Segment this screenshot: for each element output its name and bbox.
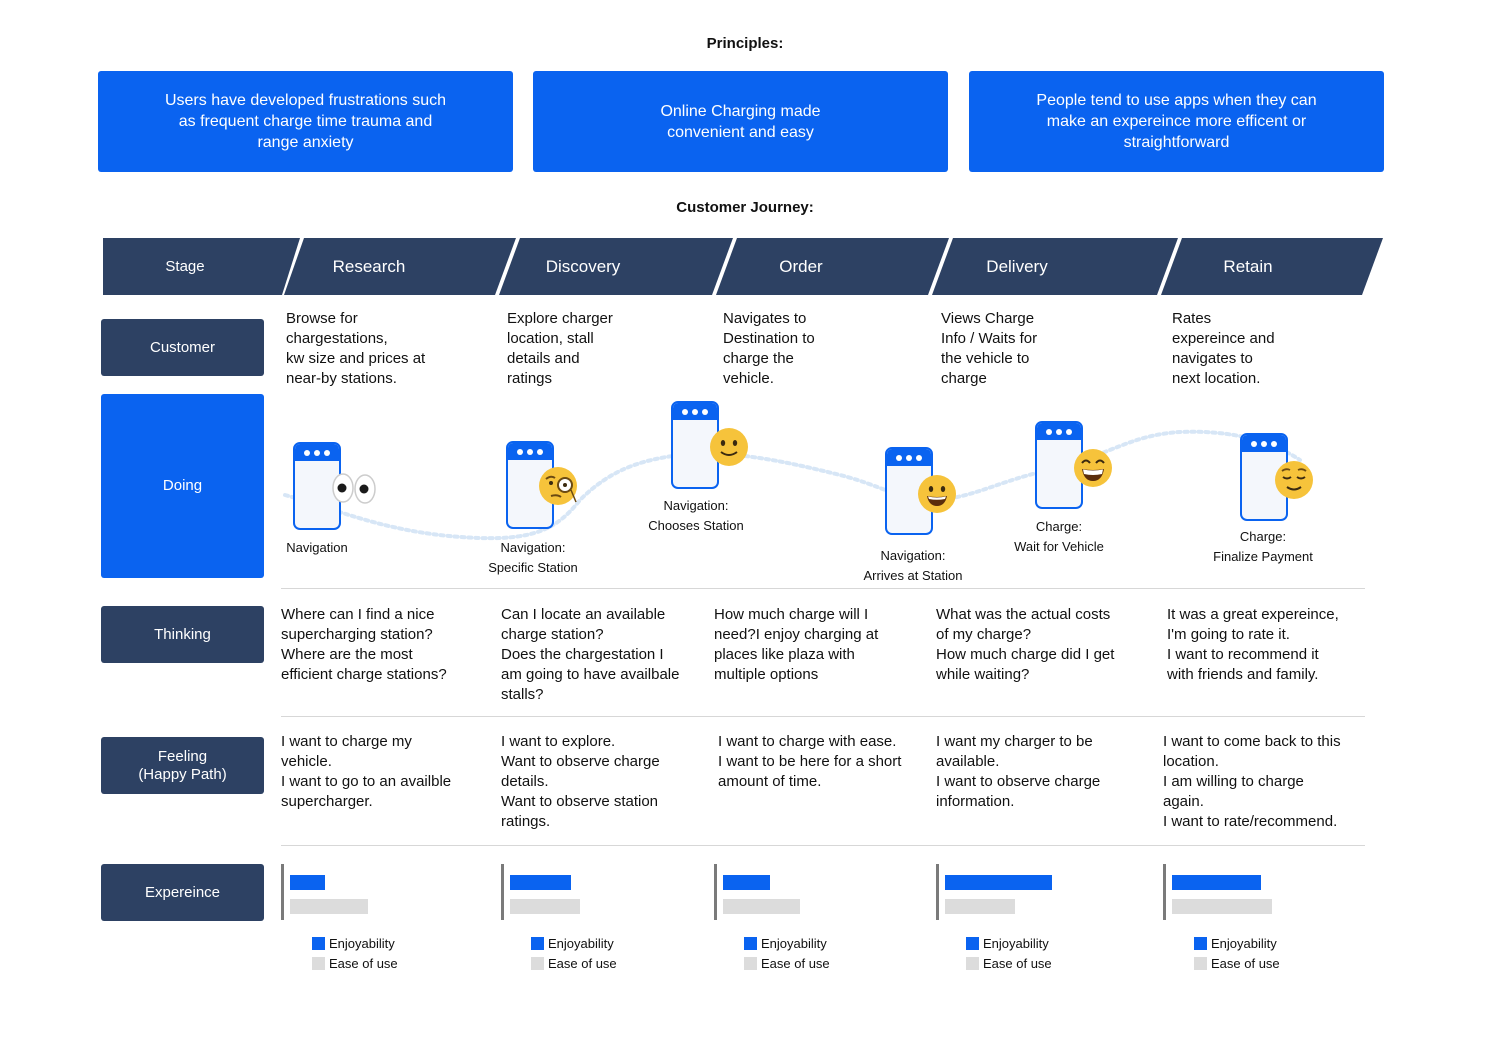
ease-of-use-bar: [723, 899, 800, 914]
legend-ease: Ease of use: [1211, 955, 1280, 971]
legend-enjoyability: Enjoyability: [329, 935, 395, 951]
feeling-delivery: I want my charger to be available. I want to observe charge information.: [936, 733, 1101, 810]
experience-legend: [1194, 933, 1280, 973]
row-divider: [281, 588, 1365, 589]
legend-enjoyability: Enjoyability: [548, 935, 614, 951]
ease-swatch: [1194, 957, 1207, 970]
touchpoint-label: Navigation: [286, 540, 348, 555]
grin-icon: [917, 474, 957, 514]
customer-delivery: Views Charge Info / Waits for the vehicle to charge: [941, 310, 1038, 387]
customer-retain: Rates expereince and navigates to next location.: [1172, 310, 1275, 387]
thinking-retain: It was a great expereince, I'm going to rate it. I want to recommend it with friends and family.: [1167, 606, 1339, 683]
legend-ease: Ease of use: [983, 955, 1052, 971]
row-label-feeling: Feeling (Happy Path): [101, 737, 264, 794]
touchpoint-label: Charge: Finalize Payment: [1213, 529, 1313, 564]
row-divider: [281, 716, 1365, 717]
experience-legend: [966, 933, 1052, 973]
enjoyability-bar: [1172, 875, 1261, 890]
experience-chart: [1163, 864, 1363, 920]
customer-order: Navigates to Destination to charge the vehicle.: [723, 310, 815, 387]
legend-enjoyability: Enjoyability: [1211, 935, 1277, 951]
touchpoint-label: Charge: Wait for Vehicle: [1014, 519, 1104, 554]
eyes-icon: [330, 468, 378, 508]
experience-axis: [501, 864, 504, 920]
row-label-experience: Expereince: [101, 864, 264, 921]
enjoyability-bar: [723, 875, 770, 890]
touchpoint-label: Navigation: Specific Station: [488, 540, 578, 575]
customer-discovery: Explore charger location, stall details and ratings: [507, 310, 613, 387]
thinking-research: Where can I find a nice supercharging station? Where are the most efficient charge stations?: [281, 606, 447, 683]
legend-ease: Ease of use: [329, 955, 398, 971]
feeling-discovery: I want to explore. Want to observe charge details. Want to observe station ratings.: [501, 733, 660, 830]
ease-of-use-bar: [945, 899, 1015, 914]
experience-axis: [1163, 864, 1166, 920]
touchpoint-label: Navigation: Arrives at Station: [863, 548, 963, 583]
experience-axis: [714, 864, 717, 920]
experience-axis: [281, 864, 284, 920]
legend-enjoyability: Enjoyability: [761, 935, 827, 951]
principle-card-3: People tend to use apps when they can make an expereince more efficent or straightforward: [969, 71, 1384, 172]
legend-enjoyability: Enjoyability: [983, 935, 1049, 951]
enjoyability-swatch: [966, 937, 979, 950]
relieved-face-icon: [1274, 460, 1314, 500]
stage-delivery: Delivery: [986, 257, 1048, 276]
row-divider: [281, 845, 1365, 846]
row-label-customer: Customer: [101, 319, 264, 376]
ease-swatch: [744, 957, 757, 970]
stage-discovery: Discovery: [545, 257, 621, 276]
legend-ease: Ease of use: [548, 955, 617, 971]
ease-swatch: [312, 957, 325, 970]
stage-research: Research: [332, 257, 406, 276]
experience-chart: [501, 864, 701, 920]
experience-legend: [531, 933, 617, 973]
row-label-doing: Doing: [101, 394, 264, 578]
stage-retain: Retain: [1223, 257, 1273, 276]
enjoyability-bar: [290, 875, 325, 890]
principle-card-1: Users have developed frustrations such as frequent charge time trauma and range anxiety: [98, 71, 513, 172]
feeling-retain: I want to come back to this location. I am willing to charge again. I want to rate/recommend.: [1163, 733, 1341, 830]
thinking-discovery: Can I locate an available charge station? Does the chargestation I am going to have availbale stalls?: [501, 606, 680, 703]
enjoyability-bar: [945, 875, 1052, 890]
experience-chart: [281, 864, 481, 920]
stage-order: Order: [779, 257, 823, 276]
stage-row-label: Stage: [165, 258, 205, 275]
enjoyability-bar: [510, 875, 571, 890]
slight-smile-icon: [709, 427, 749, 467]
experience-chart: [936, 864, 1136, 920]
thinking-delivery: What was the actual costs of my charge? How much charge did I get while waiting?: [936, 606, 1115, 683]
legend-ease: Ease of use: [761, 955, 830, 971]
enjoyability-swatch: [312, 937, 325, 950]
principle-card-2: Online Charging made convenient and easy: [533, 71, 948, 172]
journey-title: Customer Journey:: [676, 199, 814, 216]
touchpoint-label: Navigation: Chooses Station: [648, 498, 744, 533]
enjoyability-swatch: [744, 937, 757, 950]
ease-swatch: [966, 957, 979, 970]
principles-title: Principles:: [706, 35, 784, 52]
experience-legend: [312, 933, 398, 973]
row-label-thinking: Thinking: [101, 606, 264, 663]
ease-of-use-bar: [290, 899, 368, 914]
thinking-order: How much charge will I need?I enjoy charging at places like plaza with multiple options: [714, 606, 879, 683]
enjoyability-swatch: [531, 937, 544, 950]
feeling-order: I want to charge with ease. I want to be here for a short amount of time.: [718, 733, 902, 790]
enjoyability-swatch: [1194, 937, 1207, 950]
ease-swatch: [531, 957, 544, 970]
experience-axis: [936, 864, 939, 920]
ease-of-use-bar: [510, 899, 580, 914]
customer-research: Browse for chargestations, kw size and prices at near-by stations.: [286, 310, 426, 387]
big-grin-icon: [1073, 448, 1113, 488]
experience-legend: [744, 933, 830, 973]
feeling-research: I want to charge my vehicle. I want to go to an availble supercharger.: [281, 733, 452, 810]
ease-of-use-bar: [1172, 899, 1272, 914]
experience-chart: [714, 864, 914, 920]
monocle-face-icon: [538, 466, 578, 506]
